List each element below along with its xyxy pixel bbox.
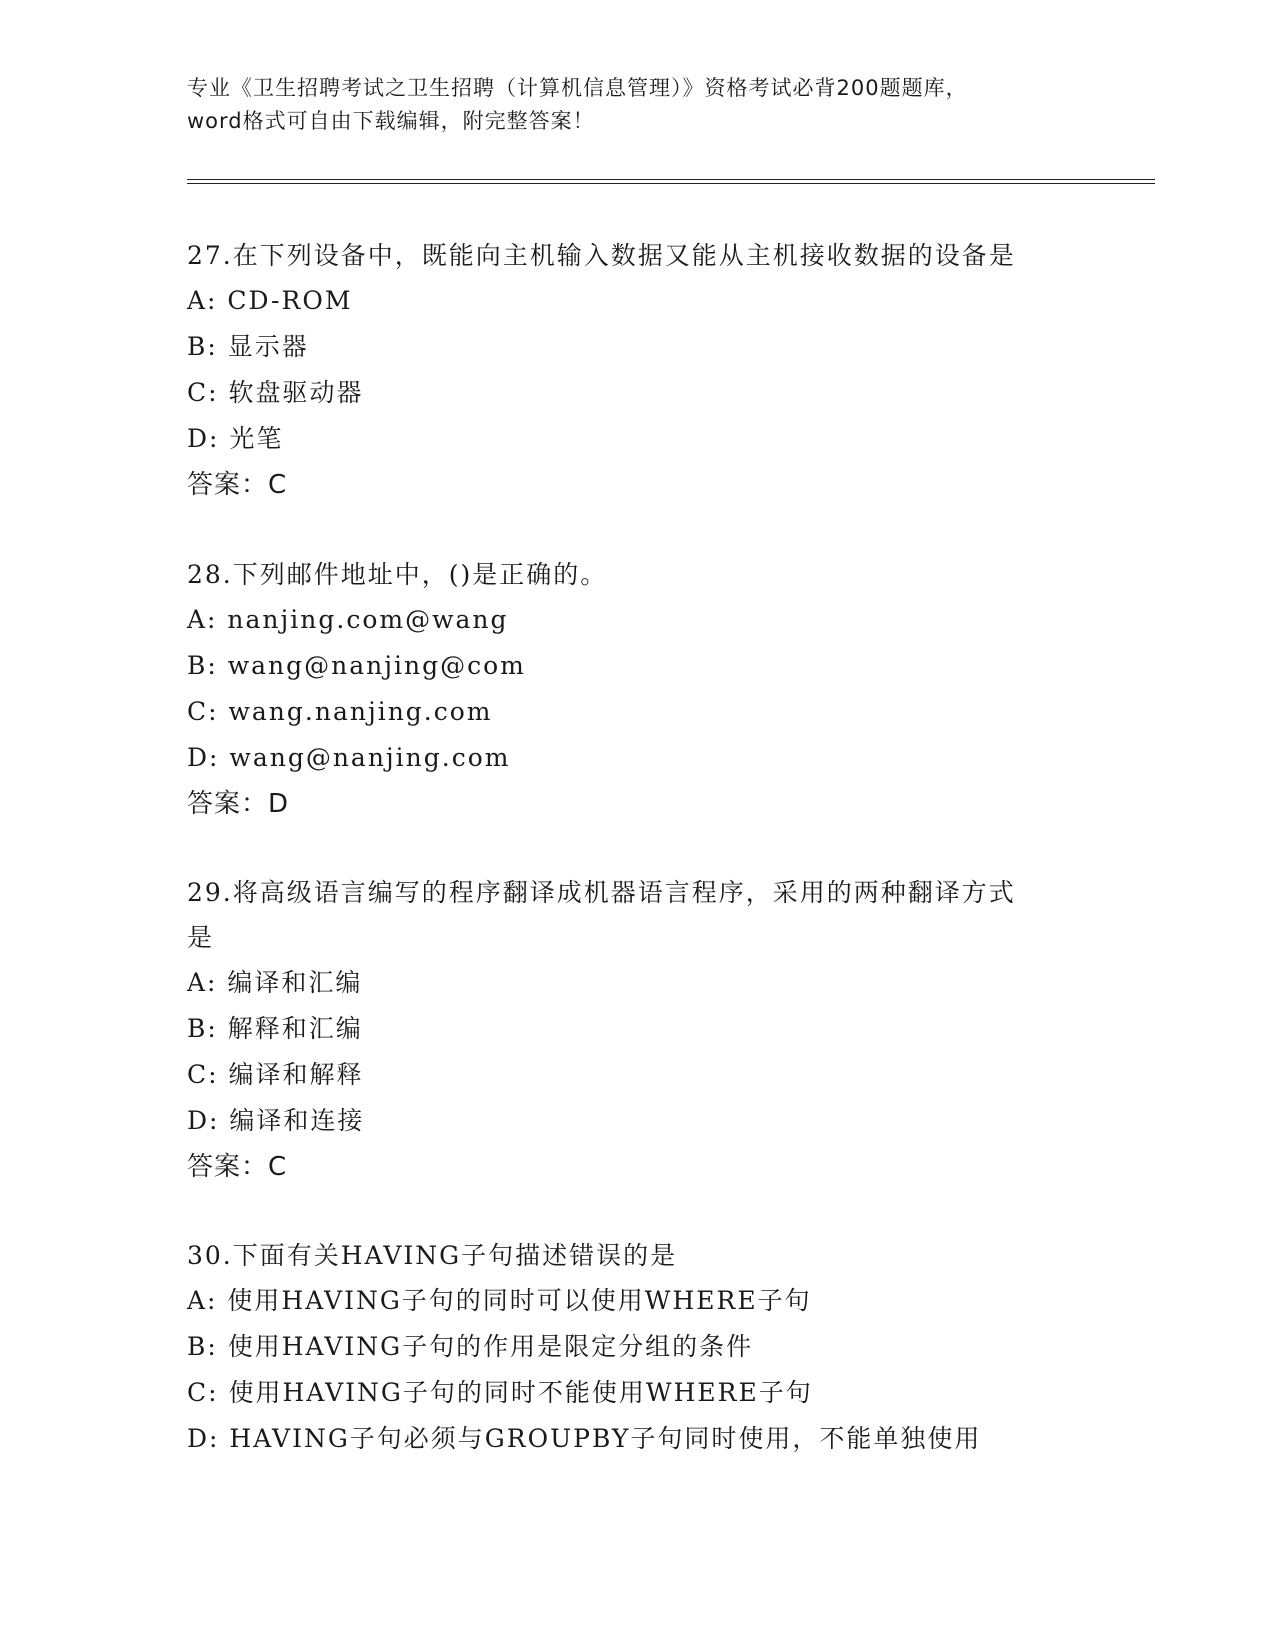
header-line-2: word格式可自由下载编辑，附完整答案！ [187,109,595,133]
question-stem: 28.下列邮件地址中，()是正确的。 [187,560,608,589]
header-rule-bottom [187,183,1155,184]
answer: 答案：C [187,470,288,500]
question-29 [187,870,1087,1190]
header-line-1: 专业《卫生招聘考试之卫生招聘（计算机信息管理）》资格考试必背200题题库， [187,76,968,100]
question-stem-continued: 是 [187,923,215,952]
option-a: A: nanjing.com@wang [187,605,509,634]
question-stem: 29.将高级语言编写的程序翻译成机器语言程序，采用的两种翻译方式 [187,878,1016,907]
document-header [187,72,1087,138]
question-27 [187,233,1087,508]
option-d: D: wang@nanjing.com [187,743,511,772]
option-d: D: 光笔 [187,424,284,453]
option-b: B: 显示器 [187,332,309,361]
answer: 答案：C [187,1152,288,1182]
option-c: C: 编译和解释 [187,1060,364,1089]
answer: 答案：D [187,789,290,819]
question-30 [187,1233,1087,1462]
question-stem: 30.下面有关HAVING子句描述错误的是 [187,1241,678,1270]
option-c: C: wang.nanjing.com [187,697,493,726]
option-a: A: 使用HAVING子句的同时可以使用WHERE子句 [187,1286,812,1315]
option-d: D: 编译和连接 [187,1106,365,1135]
header-rule-top [187,179,1155,180]
option-a: A: CD-ROM [187,286,353,315]
option-b: B: 解释和汇编 [187,1014,363,1043]
question-stem: 27.在下列设备中，既能向主机输入数据又能从主机接收数据的设备是 [187,241,1016,270]
question-28 [187,552,1087,827]
option-b: B: wang@nanjing@com [187,651,526,680]
option-b: B: 使用HAVING子句的作用是限定分组的条件 [187,1332,754,1361]
option-c: C: 软盘驱动器 [187,378,364,407]
option-c: C: 使用HAVING子句的同时不能使用WHERE子句 [187,1378,813,1407]
option-a: A: 编译和汇编 [187,968,363,997]
option-d: D: HAVING子句必须与GROUPBY子句同时使用，不能单独使用 [187,1424,982,1453]
